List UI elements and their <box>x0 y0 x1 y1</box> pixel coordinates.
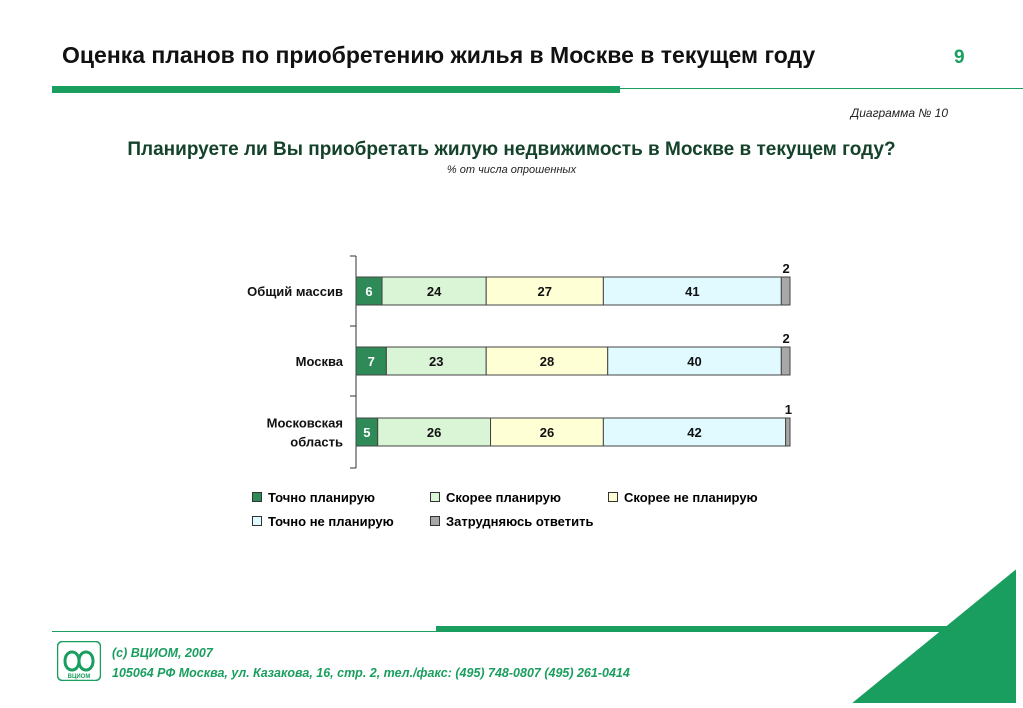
data-label: 7 <box>367 354 375 369</box>
legend-label: Скорее не планирую <box>624 489 758 505</box>
data-label: 1 <box>784 402 792 417</box>
data-label: 23 <box>429 354 444 369</box>
data-label: 42 <box>687 425 702 440</box>
data-label: 6 <box>365 284 373 299</box>
legend-row <box>252 509 812 533</box>
data-label: 24 <box>426 284 442 299</box>
data-label: 27 <box>537 284 553 299</box>
footer-copyright: (c) ВЦИОМ, 2007 <box>112 646 213 660</box>
legend-swatch <box>430 516 440 526</box>
bar-segment <box>786 418 790 446</box>
legend-item-hard-to-say <box>430 514 593 529</box>
legend-item-definitely-plan <box>252 490 430 505</box>
legend-swatch <box>430 492 440 502</box>
legend-label: Точно планирую <box>268 489 375 505</box>
chart-subtitle: % от числа опрошенных <box>446 164 577 176</box>
legend-item-definitely-not-plan <box>252 514 430 529</box>
data-label: 5 <box>363 425 371 440</box>
footer-rule-thick <box>436 626 956 632</box>
chart-title: Планируете ли Вы приобретать жилую недвижимость в Москве в текущем году? <box>127 139 896 160</box>
footer-text <box>112 643 630 683</box>
legend-label: Скорее планирую <box>446 489 561 505</box>
legend-row <box>252 485 812 509</box>
data-label: 40 <box>687 354 702 369</box>
data-label: 2 <box>782 331 790 346</box>
chart-legend <box>252 485 812 533</box>
category-label: Московская <box>266 415 343 431</box>
bar-segment <box>781 277 790 305</box>
category-label: область <box>290 434 343 450</box>
legend-swatch <box>608 492 618 502</box>
vciom-logo <box>57 641 101 681</box>
logo-text: ВЦИОМ <box>67 674 91 680</box>
data-label: 28 <box>539 354 555 369</box>
category-label: Общий массив <box>247 284 343 299</box>
legend-item-rather-plan <box>430 490 608 505</box>
footer-rule-thin <box>52 631 436 632</box>
legend-label: Затрудняюсь ответить <box>446 513 594 529</box>
data-label: 2 <box>782 261 790 276</box>
page-number: 9 <box>954 47 965 68</box>
legend-label: Точно не планирую <box>268 513 394 529</box>
legend-swatch <box>252 492 262 502</box>
data-label: 41 <box>685 284 700 299</box>
bar-segment <box>781 347 790 375</box>
category-label: Москва <box>295 354 343 369</box>
data-label: 26 <box>539 425 555 440</box>
page-title: Оценка планов по приобретению жилья в Москве в текущем году <box>62 42 816 68</box>
legend-item-rather-not-plan <box>608 490 758 505</box>
footer-address: 105064 РФ Москва, ул. Казакова, 16, стр. 2, тел./факс: (495) 748-0807 (495) 261-0414 <box>112 666 630 680</box>
data-label: 26 <box>426 425 442 440</box>
diagram-label: Диаграмма № 10 <box>850 106 948 120</box>
legend-swatch <box>252 516 262 526</box>
